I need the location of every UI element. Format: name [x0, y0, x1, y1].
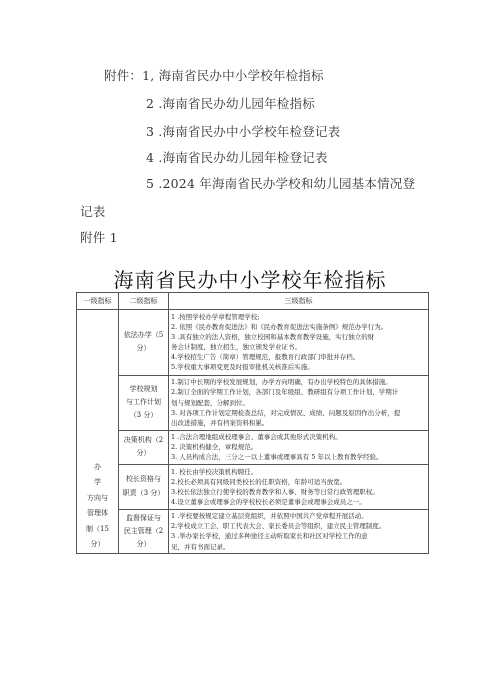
table-row [77, 310, 429, 376]
level2-cell-decision [119, 430, 169, 464]
level2-cell-planning [119, 375, 169, 430]
indicator-item: 4.设立董事会或理事会的学校校长必须是董事会或理事会成员之一。 [171, 497, 366, 506]
level2-cell-law [119, 310, 169, 376]
indicator-item: 5.学校重大事项变更及时报审批机关核准后实施。 [171, 363, 314, 372]
indicator-item: 1 .按照学校办学章程管理学校; [171, 313, 260, 322]
indicator-item: 务会计制度，独立招生，独立颁发学业证书。 [171, 343, 301, 352]
level1-text: 分） [90, 539, 105, 548]
attachment-line-5: 5 .2024 年海南省民办学校和幼儿园基本情况登 [146, 176, 416, 191]
level3-cell-law [169, 310, 429, 376]
table-row [77, 509, 429, 554]
level2-text: 分） [136, 344, 151, 353]
level2-text: （3 分） [129, 411, 158, 420]
level2-text: 决策机构（2 [123, 435, 164, 444]
level1-cell [77, 310, 119, 554]
attachment-line-2: 2 .海南省民办幼儿园年检指标 [146, 96, 315, 111]
indicator-item: 3.校长依法独立行使学校的教育教学和人事、财务等日常行政管理职权。 [171, 487, 379, 496]
level1-text: 管理体 [87, 509, 108, 518]
level3-cell-planning [169, 375, 429, 430]
indicator-item: 1.制订中长期的学校发展规划，办学方向明确，有办出学校特色的具体措施。 [171, 378, 392, 387]
level2-text: 民主管理（2 [123, 526, 164, 535]
indicator-item: 3 .具有独立的法人资格，独立校园和基本教育教学设施，实行独立的财 [171, 333, 375, 342]
indicator-item: 1. 校长由学校决策机构聘任。 [171, 467, 258, 476]
document-title: 海南省民办中小学校年检指标 [113, 268, 387, 292]
level3-cell-supervision [169, 509, 429, 554]
indicator-item: 2. 决策机构健全，章程规范。 [171, 443, 258, 452]
level2-cell-principal [119, 464, 169, 509]
level2-text: 职责（3 分） [122, 488, 165, 497]
level1-text: 学 [94, 478, 101, 487]
indicator-item: 2.制订全面的学期工作计划，各部门及年级组、教研组有分项工作计划，学期计 [171, 388, 399, 397]
indicator-item: 2.学校成立工会、职工代表大会、家长委员会等组织，建立民主管理制度。 [171, 522, 386, 531]
indicator-item: 1 .学校要按规定建立基层党组织，并依照中国共产党章程开展活动。 [171, 512, 368, 521]
level3-cell-principal [169, 464, 429, 509]
level2-text: 分） [136, 540, 151, 549]
indicator-item: 2. 依照《民办教育促进法》和《民办教育促进法实施条例》规范办学行为。 [171, 323, 388, 332]
table-row [77, 430, 429, 464]
indicator-item: 出改进措施，并有档案资料积累。 [171, 418, 269, 427]
level2-text: 与工作计划 [126, 397, 161, 406]
indicator-item: 2.校长必须具有同级同类校长的任职资格，年龄可适当放宽。 [171, 477, 347, 486]
level2-text: 依法办学（5 [123, 330, 164, 339]
indicator-item: 4.学校招生广告（简章）管理规范，报教育行政部门审批并存档。 [171, 353, 360, 362]
indicator-item: 3. 人员构成合法，三分之一以上董事或理事具有 5 年以上教育教学经验。 [171, 453, 383, 462]
level2-text: 分） [136, 449, 151, 458]
header-level-3: 三级指标 [169, 293, 429, 310]
indicator-item: 3. 对各项工作计划定期检查总结，对完成情况、成绩、问题及原因作出分析，提 [171, 408, 401, 417]
level1-text: 方向与 [87, 493, 108, 502]
level2-text: 校长资格与 [126, 475, 161, 484]
table-row [77, 375, 429, 430]
attachment-line-4: 4 .海南省民办幼儿园年检登记表 [146, 150, 328, 165]
header-level-1: 一级指标 [77, 293, 119, 310]
indicator-table [76, 292, 429, 554]
attachment-line-3: 3 .海南省民办中小学校年检登记表 [146, 124, 341, 139]
attachment-line-5-continued: 记表 [80, 204, 106, 219]
attachment-line-1: 附件：1, 海南省民办中小学校年检指标 [104, 68, 324, 83]
indicator-item: 划与规划配套，分解到位。 [171, 398, 249, 407]
indicator-item: 3 .举办家长学校，通过多种途径主动听取家长和社区对学校工作的意 [171, 532, 368, 541]
level2-cell-supervision [119, 509, 169, 554]
header-level-2: 二级指标 [119, 293, 169, 310]
annex-label: 附件 1 [80, 230, 118, 245]
level2-text: 学校规划 [129, 384, 158, 393]
level1-text: 办 [94, 463, 101, 471]
level1-text: 制（15 [86, 524, 109, 533]
table-row [77, 464, 429, 509]
table-header-row [77, 293, 429, 310]
level2-text: 监督保证与 [126, 513, 161, 522]
level3-cell-decision [169, 430, 429, 464]
indicator-item: 1 .合法合理地组成校理事会、董事会或其他形式决策机构。 [171, 433, 342, 442]
indicator-item: 见，并有书面记录。 [171, 542, 230, 551]
